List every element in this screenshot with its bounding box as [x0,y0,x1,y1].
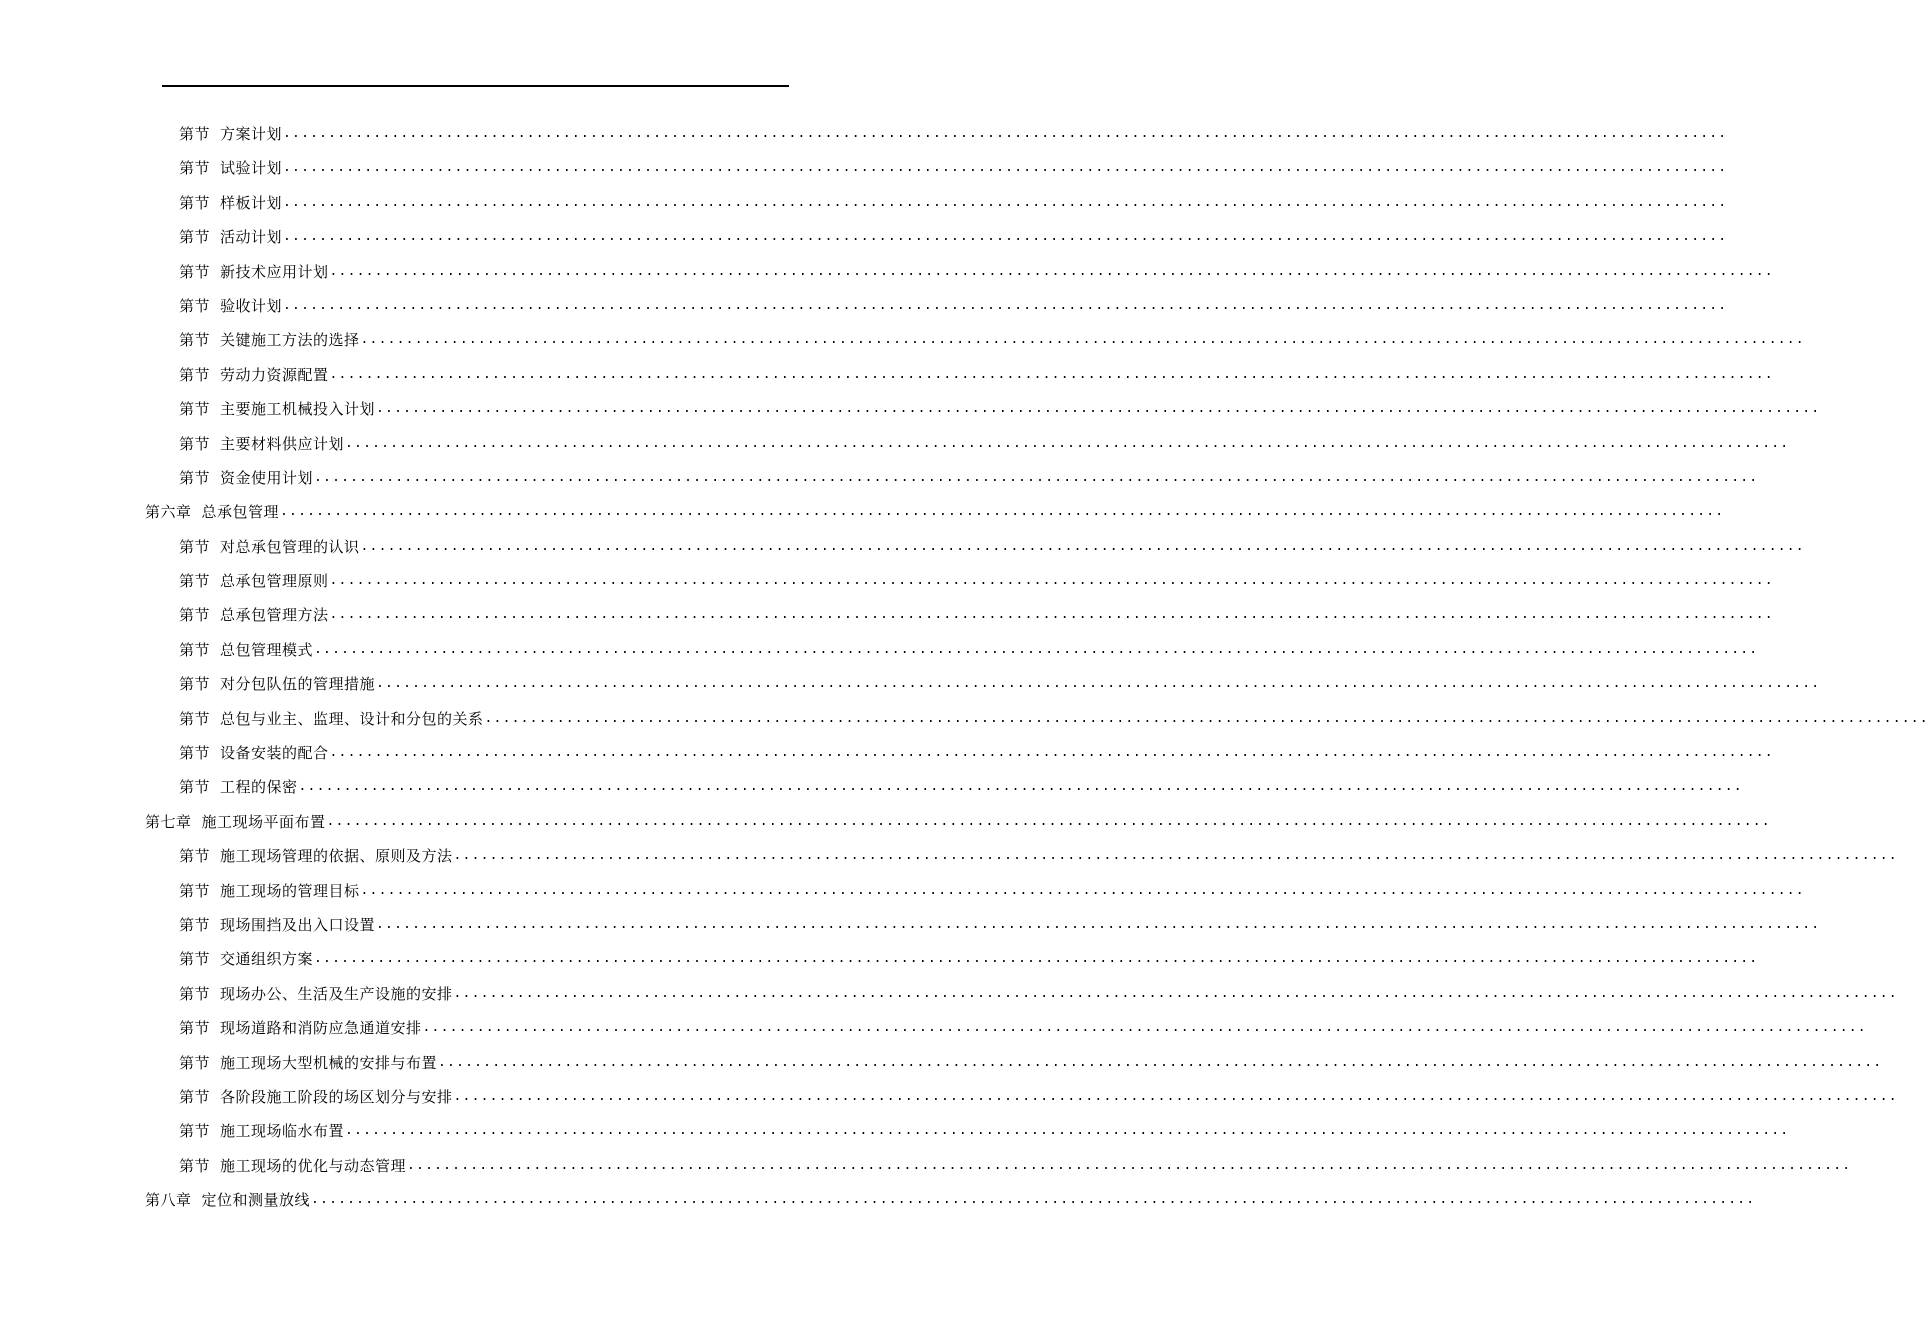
toc-entry-number: 第节 [179,159,211,178]
toc-entry-title: 现场道路和消防应急通道安排 [220,1019,422,1038]
toc-entry-number: 第节 [179,434,211,453]
toc-entry-title: 验收计划 [220,296,283,315]
toc-entry-title: 主要材料供应计划 [220,434,345,453]
toc-section-entry[interactable] [0,942,1759,976]
toc-dot-leader: ................................................................................................................................................................ [360,332,1805,348]
toc-entry-title: 施工现场大型机械的安排与布置 [220,1053,438,1072]
toc-entry-title: 对分包队伍的管理措施 [220,675,376,694]
toc-entry-title: 对总承包管理的认识 [220,537,360,556]
toc-entry-title: 交通组织方案 [220,950,314,969]
toc-section-entry[interactable] [0,323,1805,357]
toc-entry-label [179,667,375,701]
toc-section-entry[interactable] [0,598,1774,632]
toc-entry-title: 施工现场的优化与动态管理 [220,1156,407,1175]
toc-dot-leader: ................................................................................................................................................................ [407,1157,1852,1173]
toc-entry-title: 新技术应用计划 [220,262,329,281]
toc-entry-number: 第节 [179,365,211,384]
toc-dot-leader: ................................................................................................................................................................ [345,1123,1790,1139]
toc-dot-leader: ................................................................................................................................................................ [283,194,1728,210]
toc-section-entry[interactable] [0,1114,1790,1148]
toc-entry-title: 样板计划 [220,193,283,212]
toc-entry-label [179,358,329,392]
toc-dot-leader: ................................................................................................................................................................ [360,882,1805,898]
toc-dot-leader: ................................................................................................................................................................ [438,1054,1883,1070]
toc-dot-leader: ................................................................................................................................................................ [453,985,1898,1001]
toc-entry-label [179,186,282,220]
toc-entry-label [179,942,313,976]
toc-dot-leader: ................................................................................................................................................................ [314,951,1759,967]
toc-entry-number: 第节 [179,915,211,934]
toc-entry-title: 各阶段施工阶段的场区划分与安排 [220,1087,453,1106]
toc-entry-label [179,770,298,804]
toc-entry-label [179,461,313,495]
toc-entry-number: 第七章 [145,812,192,831]
toc-section-entry[interactable] [0,255,1774,289]
toc-entry-title: 施工现场平面布置 [201,812,326,831]
toc-entry-number: 第节 [179,193,211,212]
toc-entry-number: 第节 [179,744,211,763]
toc-section-entry[interactable] [0,702,1929,736]
toc-dot-leader: ................................................................................................................................................................ [484,710,1929,726]
toc-entry-title: 施工现场的管理目标 [220,881,360,900]
toc-dot-leader: ................................................................................................................................................................ [329,573,1774,589]
toc-dot-leader: ................................................................................................................................................................ [329,263,1774,279]
toc-entry-number: 第节 [179,572,211,591]
toc-entry-label [179,427,344,461]
toc-entry-number: 第节 [179,640,211,659]
toc-dot-leader: ................................................................................................................................................................ [360,538,1805,554]
toc-entry-title: 总承包管理原则 [220,572,329,591]
toc-section-entry[interactable] [0,1080,1898,1114]
toc-entry-label [179,323,360,357]
toc-entry-label [179,1114,344,1148]
toc-dot-leader: ................................................................................................................................................................ [453,848,1898,864]
toc-entry-number: 第节 [179,847,211,866]
toc-entry-title: 资金使用计划 [220,468,314,487]
toc-entry-label [179,598,329,632]
toc-entry-number: 第节 [179,1087,211,1106]
toc-entry-number: 第六章 [145,503,192,522]
toc-section-entry[interactable] [0,770,1743,804]
toc-entry-label [179,908,375,942]
toc-section-entry[interactable] [0,117,1728,151]
toc-chapter-entry[interactable] [0,495,1725,529]
toc-section-entry[interactable] [0,839,1898,873]
header-rule [162,85,789,87]
toc-entry-title: 主要施工机械投入计划 [220,400,376,419]
toc-dot-leader: ................................................................................................................................................................ [280,504,1725,520]
toc-entry-title: 活动计划 [220,228,283,247]
toc-dot-leader: ................................................................................................................................................................ [376,676,1821,692]
toc-dot-leader: ................................................................................................................................................................ [283,297,1728,313]
toc-entry-number: 第节 [179,675,211,694]
toc-entry-number: 第节 [179,468,211,487]
toc-entry-label [179,633,313,667]
toc-entry-label [179,736,329,770]
toc-section-entry[interactable] [0,461,1759,495]
toc-section-entry[interactable] [0,633,1759,667]
toc-entry-number: 第节 [179,709,211,728]
toc-entry-title: 现场办公、生活及生产设施的安排 [220,984,453,1003]
toc-entry-label [179,1149,406,1183]
toc-entry-label [179,255,329,289]
toc-section-entry[interactable] [0,427,1790,461]
toc-entry-label [179,151,282,185]
toc-entry-label [179,392,375,426]
toc-section-entry[interactable] [0,151,1728,185]
toc-entry-title: 施工现场临水布置 [220,1122,345,1141]
toc-entry-number: 第节 [179,296,211,315]
toc-entry-number: 第节 [179,1053,211,1072]
table-of-contents [0,117,1929,1218]
toc-section-entry[interactable] [0,220,1728,254]
toc-dot-leader: ................................................................................................................................................................ [314,641,1759,657]
toc-chapter-entry[interactable] [0,1183,1756,1217]
toc-entry-title: 设备安装的配合 [220,744,329,763]
toc-section-entry[interactable] [0,908,1821,942]
toc-entry-number: 第节 [179,778,211,797]
toc-entry-title: 工程的保密 [220,778,298,797]
toc-section-entry[interactable] [0,530,1805,564]
toc-dot-leader: ................................................................................................................................................................ [376,401,1821,417]
toc-entry-number: 第八章 [145,1191,192,1210]
toc-entry-label [179,220,282,254]
toc-entry-title: 关键施工方法的选择 [220,331,360,350]
toc-entry-label [179,977,453,1011]
toc-entry-title: 现场围挡及出入口设置 [220,915,376,934]
toc-entry-number: 第节 [179,228,211,247]
toc-entry-label [179,564,329,598]
toc-entry-number: 第节 [179,950,211,969]
toc-entry-number: 第节 [179,400,211,419]
toc-entry-number: 第节 [179,537,211,556]
toc-entry-title: 方案计划 [220,125,283,143]
toc-section-entry[interactable] [0,874,1805,908]
toc-dot-leader: ................................................................................................................................................................ [298,779,1743,795]
toc-dot-leader: ................................................................................................................................................................ [283,160,1728,176]
toc-section-entry[interactable] [0,977,1898,1011]
toc-dot-leader: ................................................................................................................................................................ [283,126,1728,141]
toc-section-entry[interactable] [0,1149,1852,1183]
toc-entry-number: 第节 [179,125,211,143]
toc-entry-number: 第节 [179,606,211,625]
toc-entry-number: 第节 [179,881,211,900]
toc-dot-leader: ................................................................................................................................................................ [329,607,1774,623]
toc-section-entry[interactable] [0,1011,1867,1045]
toc-section-entry[interactable] [0,1046,1883,1080]
toc-section-entry[interactable] [0,358,1774,392]
toc-chapter-entry[interactable] [0,805,1771,839]
toc-entry-title: 施工现场管理的依据、原则及方法 [220,847,453,866]
toc-dot-leader: ................................................................................................................................................................ [283,229,1728,245]
toc-dot-leader: ................................................................................................................................................................ [329,745,1774,761]
toc-entry-title: 总包管理模式 [220,640,314,659]
toc-entry-label [179,1046,437,1080]
toc-entry-title: 定位和测量放线 [201,1191,311,1210]
toc-dot-leader: ................................................................................................................................................................ [345,435,1790,451]
toc-section-entry[interactable] [0,736,1774,770]
toc-entry-label [179,530,360,564]
toc-entry-number: 第节 [179,1156,211,1175]
toc-entry-label [179,839,453,873]
toc-section-entry[interactable] [0,564,1774,598]
toc-entry-label [179,1011,422,1045]
toc-entry-number: 第节 [179,1122,211,1141]
toc-entry-number: 第节 [179,1019,211,1038]
toc-dot-leader: ................................................................................................................................................................ [329,366,1774,382]
toc-entry-title: 总承包管理方法 [220,606,329,625]
toc-entry-title: 劳动力资源配置 [220,365,329,384]
toc-entry-label [179,702,484,736]
toc-entry-label [145,495,279,529]
toc-dot-leader: ................................................................................................................................................................ [311,1192,1756,1208]
toc-section-entry[interactable] [0,186,1728,220]
toc-section-entry[interactable] [0,392,1821,426]
toc-entry-title: 试验计划 [220,159,283,178]
toc-entry-label [145,805,326,839]
toc-entry-label [179,1080,453,1114]
toc-dot-leader: ................................................................................................................................................................ [453,1088,1898,1104]
toc-section-entry[interactable] [0,667,1821,701]
toc-dot-leader: ................................................................................................................................................................ [376,916,1821,932]
toc-dot-leader: ................................................................................................................................................................ [422,1020,1867,1036]
toc-entry-title: 总包与业主、监理、设计和分包的关系 [220,709,484,728]
toc-entry-title: 总承包管理 [201,503,280,522]
toc-entry-number: 第节 [179,984,211,1003]
toc-entry-label [179,117,282,151]
toc-entry-label [179,289,282,323]
toc-dot-leader: ................................................................................................................................................................ [314,469,1759,485]
toc-dot-leader: ................................................................................................................................................................ [326,813,1771,829]
toc-entry-label [179,874,360,908]
toc-entry-number: 第节 [179,331,211,350]
toc-section-entry[interactable] [0,289,1728,323]
toc-entry-label [145,1183,310,1217]
toc-entry-number: 第节 [179,262,211,281]
